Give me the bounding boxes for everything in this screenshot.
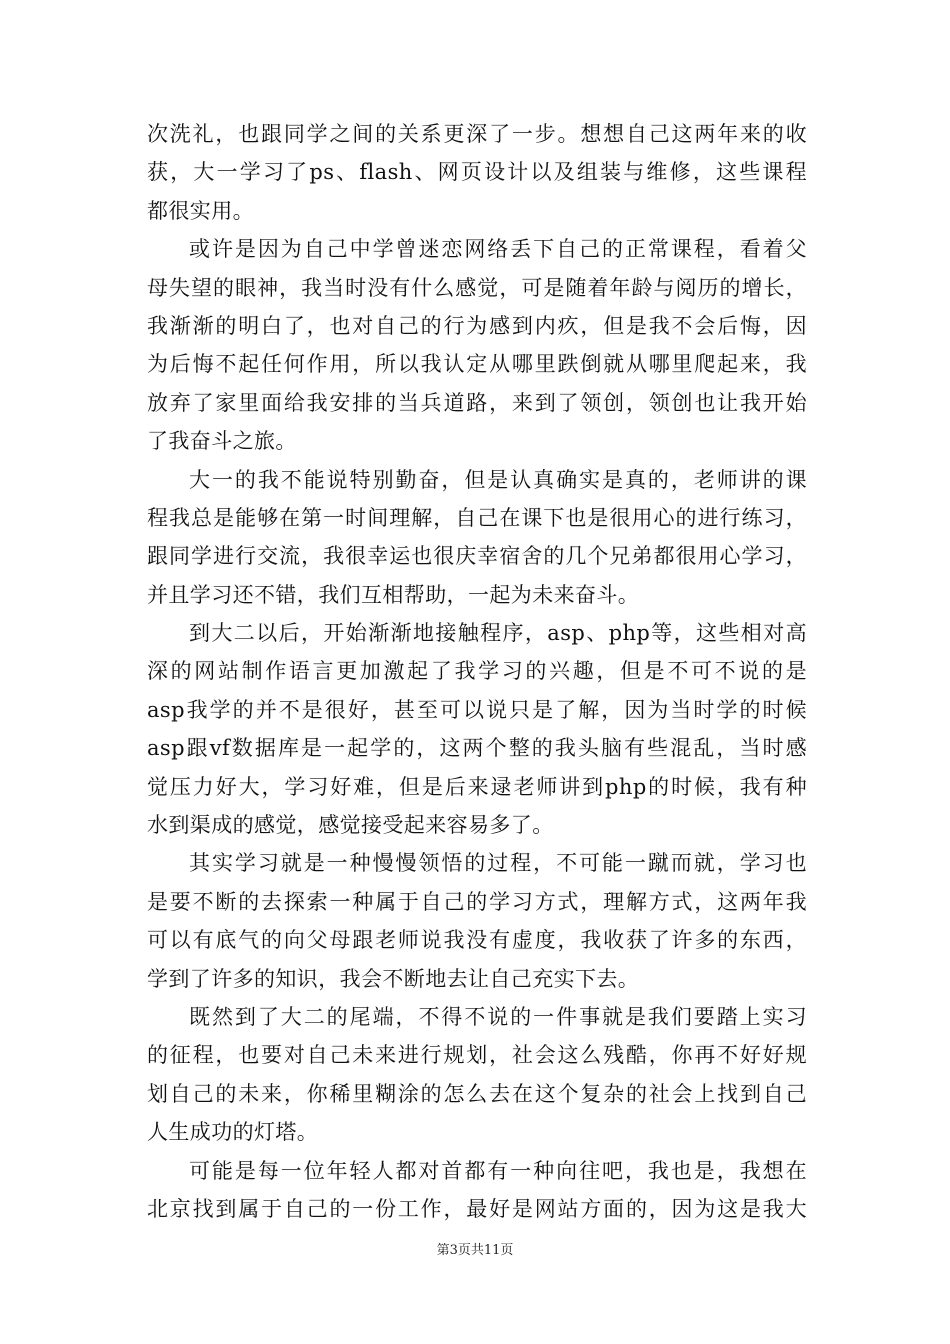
text-line: 并且学习还不错，我们互相帮助，一起为未来奋斗。 bbox=[147, 582, 640, 607]
text-line: 划自己的未来，你稀里糊涂的怎么去在这个复杂的社会上找到自己 bbox=[147, 1081, 807, 1106]
text-line: 都很实用。 bbox=[147, 198, 254, 223]
page-number-footer: 第3页共11页 bbox=[436, 1243, 514, 1258]
text-line: 深的网站制作语言更加激起了我学习的兴趣，但是不可不说的是 bbox=[147, 659, 807, 684]
text-line: 可能是每一位年轻人都对首都有一种向往吧，我也是，我想在 bbox=[189, 1158, 807, 1183]
text-line: 或许是因为自己中学曾迷恋网络丢下自己的正常课程，看着父 bbox=[189, 237, 807, 262]
text-line: 母失望的眼神，我当时没有什么感觉，可是随着年龄与阅历的增长， bbox=[147, 275, 807, 300]
text-line: 获，大一学习了ps、flash、网页设计以及组装与维修，这些课程 bbox=[147, 160, 807, 185]
document-body bbox=[147, 115, 807, 1228]
text-line: asp跟vf数据库是一起学的，这两个整的我头脑有些混乱，当时感 bbox=[147, 736, 807, 761]
text-line: 大一的我不能说特别勤奋，但是认真确实是真的，老师讲的课 bbox=[189, 467, 807, 492]
text-line: 水到渠成的感觉，感觉接受起来容易多了。 bbox=[147, 813, 554, 838]
text-line: 的征程，也要对自己未来进行规划，社会这么残酷，你再不好好规 bbox=[147, 1043, 807, 1068]
text-line: 既然到了大二的尾端，不得不说的一件事就是我们要踏上实习 bbox=[189, 1004, 807, 1029]
text-line: 人生成功的灯塔。 bbox=[147, 1120, 319, 1145]
text-line: 其实学习就是一种慢慢领悟的过程，不可能一蹴而就，学习也 bbox=[189, 851, 807, 876]
text-line: 跟同学进行交流，我很幸运也很庆幸宿舍的几个兄弟都很用心学习， bbox=[147, 544, 807, 569]
text-line: 是要不断的去探索一种属于自己的学习方式，理解方式，这两年我 bbox=[147, 889, 807, 914]
text-line: asp我学的并不是很好，甚至可以说只是了解，因为当时学的时候 bbox=[147, 697, 807, 722]
text-line: 到大二以后，开始渐渐地接触程序，asp、php等，这些相对高 bbox=[189, 621, 807, 646]
text-line: 北京找到属于自己的一份工作，最好是网站方面的，因为这是我大 bbox=[147, 1196, 807, 1221]
text-line: 程我总是能够在第一时间理解，自己在课下也是很用心的进行练习， bbox=[147, 505, 807, 530]
text-line: 为后悔不起任何作用，所以我认定从哪里跌倒就从哪里爬起来，我 bbox=[147, 352, 807, 377]
text-line: 觉压力好大，学习好难，但是后来逯老师讲到php的时候，我有种 bbox=[147, 774, 807, 799]
text-line: 放弃了家里面给我安排的当兵道路，来到了领创，领创也让我开始 bbox=[147, 390, 807, 415]
text-line: 可以有底气的向父母跟老师说我没有虚度，我收获了许多的东西， bbox=[147, 928, 807, 953]
text-line: 我渐渐的明白了，也对自己的行为感到内疚，但是我不会后悔，因 bbox=[147, 313, 807, 338]
text-line: 次洗礼，也跟同学之间的关系更深了一步。想想自己这两年来的收 bbox=[147, 122, 807, 146]
text-line: 学到了许多的知识，我会不断地去让自己充实下去。 bbox=[147, 966, 640, 991]
text-line: 了我奋斗之旅。 bbox=[147, 429, 297, 454]
